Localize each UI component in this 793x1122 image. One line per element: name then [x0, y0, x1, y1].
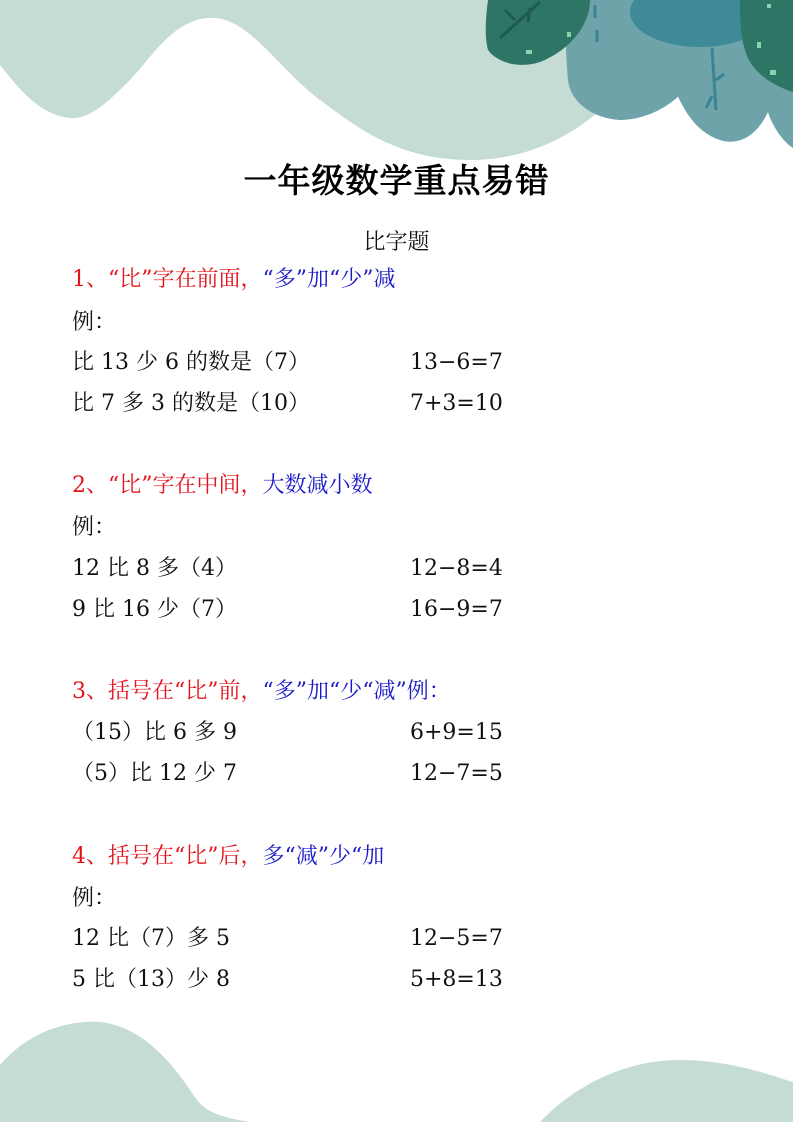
- section-2-heading-red: 2、“比”字在中间，: [72, 473, 263, 498]
- section-3-heading-red: 3、括号在“比”前，: [72, 679, 263, 704]
- section-1-example-1-question: 比 13 少 6 的数是（7）: [72, 350, 310, 375]
- section-1-example-2-question: 比 7 多 3 的数是（10）: [72, 391, 310, 416]
- section-1-example-2-equation: 7+3=10: [410, 391, 503, 416]
- section-3-example-2-equation: 12−7=5: [410, 761, 503, 786]
- section-2-example-label: 例：: [72, 515, 117, 540]
- section-4-heading-blue: 多“减”少“加: [262, 844, 385, 869]
- section-3-example-1-equation: 6+9=15: [410, 720, 503, 745]
- section-1-heading-red: 1、“比”字在前面，: [72, 267, 263, 292]
- section-4-heading-red: 4、括号在“比”后，: [72, 844, 263, 869]
- section-1-heading-blue: “多”加“少”减: [262, 267, 396, 292]
- section-2-heading-blue: 大数减小数: [262, 473, 373, 498]
- section-4-example-1-question: 12 比（7）多 5: [72, 926, 230, 951]
- page-title: 一年级数学重点易错: [243, 161, 550, 200]
- section-4-example-2-equation: 5+8=13: [410, 967, 503, 992]
- section-3-example-2-question: （5）比 12 少 7: [72, 761, 237, 786]
- section-2-example-2-equation: 16−9=7: [410, 597, 503, 622]
- section-2-example-1-equation: 12−8=4: [410, 556, 503, 581]
- section-1-example-1-equation: 13−6=7: [410, 350, 503, 375]
- section-2-example-1-question: 12 比 8 多（4）: [72, 556, 237, 581]
- section-2-heading: [72, 471, 373, 501]
- section-3-heading: [72, 677, 451, 707]
- section-4-example-1-equation: 12−5=7: [410, 926, 503, 951]
- section-4-example-label: 例：: [72, 886, 117, 911]
- section-3-heading-blue: “多”加“少“减”例：: [262, 679, 451, 704]
- section-1-heading: [72, 265, 396, 295]
- section-2-example-2-question: 9 比 16 少（7）: [72, 597, 237, 622]
- section-1-example-label: 例：: [72, 310, 117, 335]
- section-4-heading: [72, 842, 384, 872]
- section-3-example-1-question: （15）比 6 多 9: [72, 720, 237, 745]
- section-4-example-2-question: 5 比（13）少 8: [72, 967, 230, 992]
- section-subtitle: 比字题: [363, 230, 430, 255]
